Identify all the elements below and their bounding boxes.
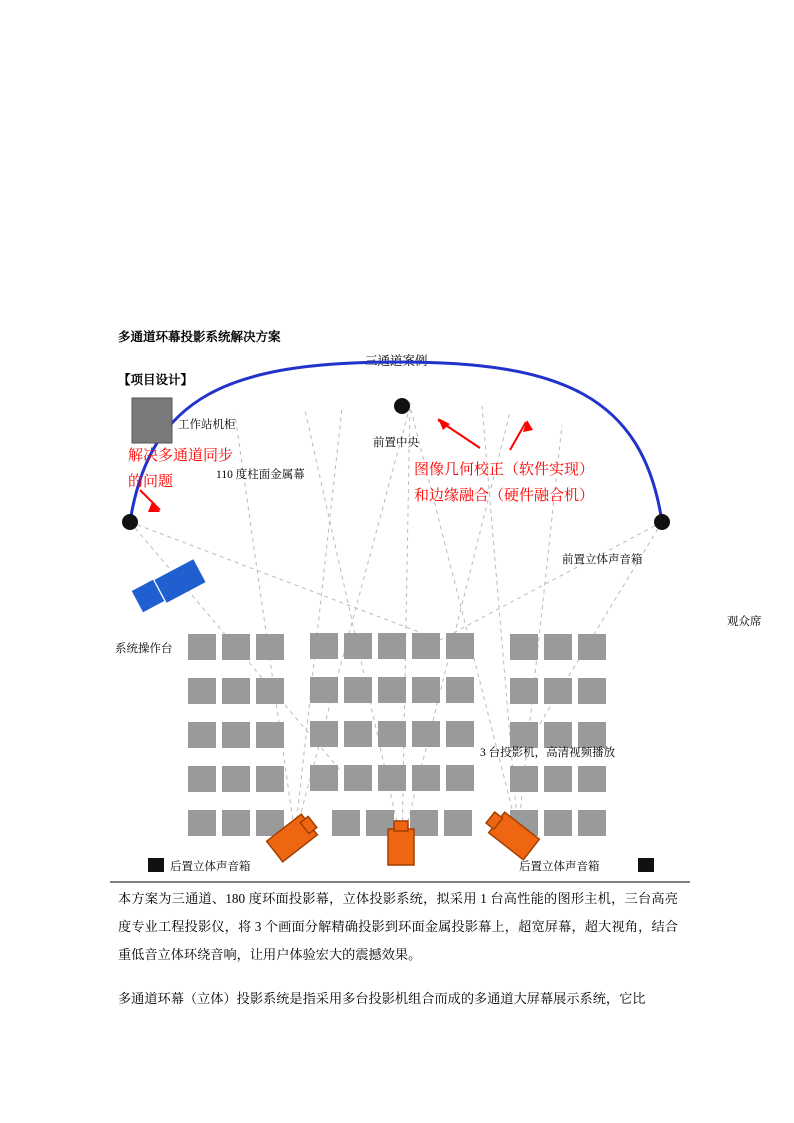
- page-title: 多通道环幕投影系统解决方案: [118, 330, 281, 344]
- paragraph-2: 多通道环幕（立体）投影系统是指采用多台投影机组合而成的多通道大屏幕展示系统，它比: [118, 991, 646, 1006]
- annotation-warp-blend: [414, 457, 594, 509]
- label-console: 系统操作台: [115, 643, 173, 655]
- label-audience-visible: 观众席: [727, 616, 762, 628]
- system-layout-diagram: [110, 340, 690, 885]
- annotation-sync-line2: 的问题: [128, 473, 174, 490]
- label-projectors: 3 台投影机，高清视频播放: [480, 747, 616, 759]
- label-screen: 110 度柱面金属幕: [216, 469, 305, 481]
- annotation-sync-line1: 解决多通道同步: [128, 447, 234, 464]
- label-workstation-cabinet: 工作站机柜: [178, 419, 236, 431]
- label-rear-stereo-speaker-left: 后置立体声音箱: [170, 861, 251, 873]
- label-front-stereo-speaker: 前置立体声音箱: [562, 554, 643, 566]
- label-rear-stereo-speaker-right: 后置立体声音箱: [519, 861, 600, 873]
- label-front-center: 前置中央: [373, 437, 419, 449]
- paragraph-1: 本方案为三通道、180 度环面投影幕，立体投影系统，拟采用 1 台高性能的图形主机，三台高亮度专业工程投影仪，将 3 个画面分解精确投影到环面金属投影幕上，超宽屏幕，超大视角，结合重低音立体环绕音响，让用户体验宏大的震撼效果。: [118, 891, 678, 962]
- annotation-warp-blend-line2: 和边缘融合（硬件融合机）: [414, 487, 595, 504]
- annotation-sync: [128, 443, 233, 495]
- section-label: 【项目设计】: [118, 373, 194, 387]
- annotation-warp-blend-line1: 图像几何校正（软件实现）: [414, 461, 595, 478]
- figure-title: 三通道案例: [365, 354, 428, 368]
